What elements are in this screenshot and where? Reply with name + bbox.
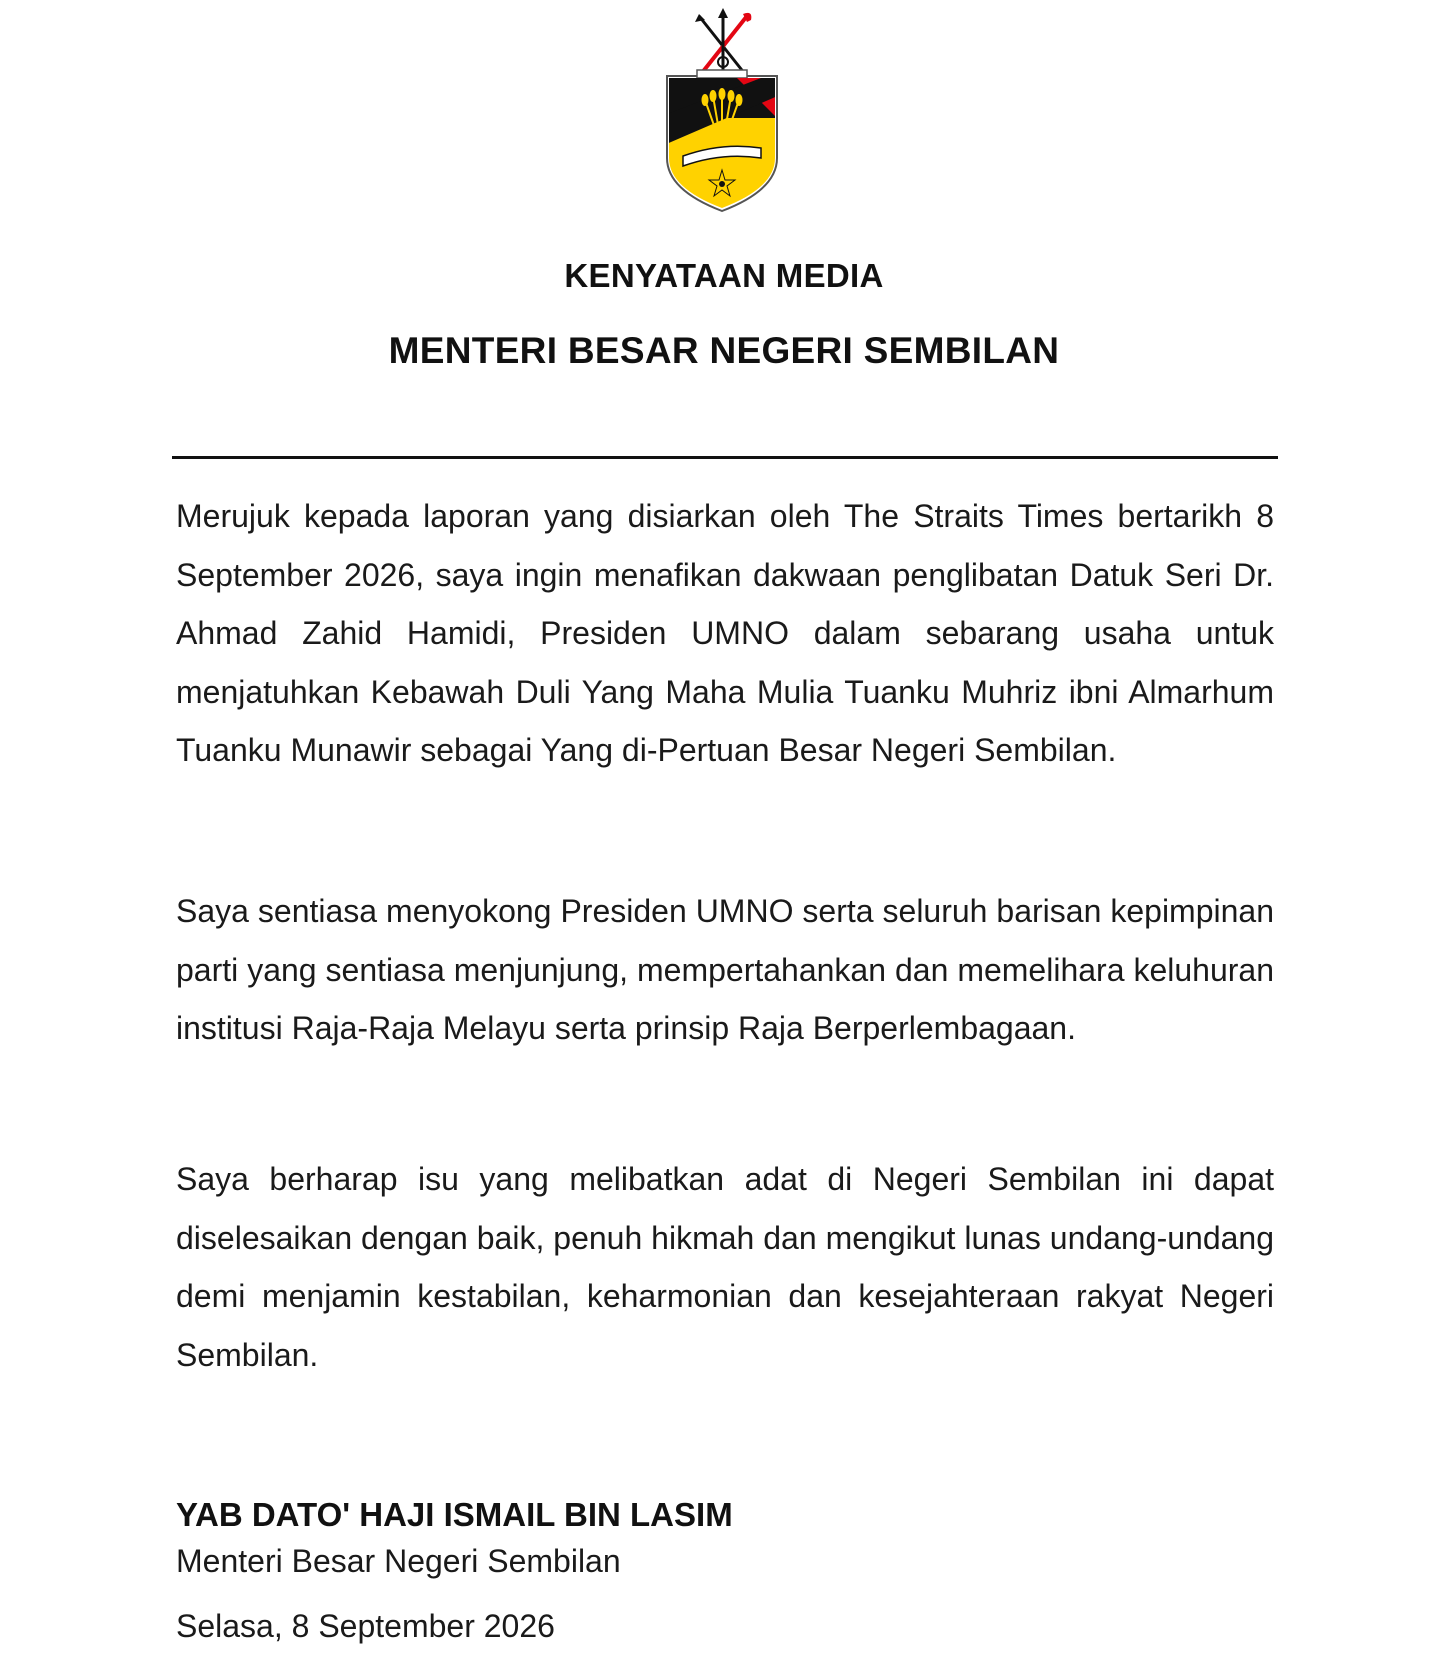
- paragraph-2: Saya sentiasa menyokong Presiden UMNO serta seluruh barisan kepimpinan parti yang sentiasa menjunjung, mempertahankan dan memelihara keluhuran institusi Raja-Raja Melayu serta prinsip Raja Berperlembagaan.: [176, 893, 1274, 1046]
- document-label: KENYATAAN MEDIA: [564, 257, 884, 294]
- paragraph-3: Saya berharap isu yang melibatkan adat di Negeri Sembilan ini dapat diselesaikan dengan baik, penuh hikmah dan mengikut lunas undang-undang demi menjamin kestabilan, keharmonian dan kesejahteraan rakyat Negeri Sembilan.: [176, 1161, 1274, 1373]
- coat-of-arms-icon: [657, 8, 787, 213]
- document-title: MENTERI BESAR NEGERI SEMBILAN: [388, 330, 1060, 371]
- header-divider: [172, 456, 1278, 459]
- signatory-name: YAB DATO' HAJI ISMAIL BIN LASIM: [176, 1496, 733, 1533]
- paragraph-1: Merujuk kepada laporan yang disiarkan oleh The Straits Times bertarikh 8 September 2026, saya ingin menafikan dakwaan penglibatan Datuk Seri Dr. Ahmad Zahid Hamidi, Presiden UMNO dalam sebarang usaha untuk menjatuhkan Kebawah Duli Yang Maha Mulia Tuanku Muhriz ibni Almarhum Tuanku Munawir sebagai Yang di-Pertuan Besar Negeri Sembilan.: [176, 498, 1274, 768]
- signatory-title: Menteri Besar Negeri Sembilan: [176, 1543, 621, 1579]
- statement-date: Selasa, 8 September 2026: [176, 1608, 555, 1644]
